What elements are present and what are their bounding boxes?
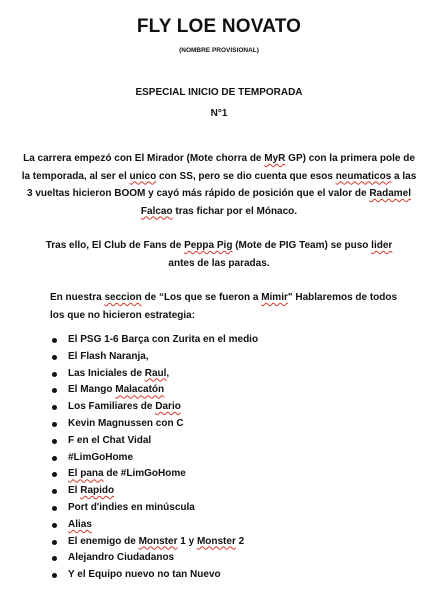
- list-item: [52, 332, 438, 349]
- text-run: El enemigo de: [68, 535, 139, 547]
- text-run: Y el Equipo nuevo no tan Nuevo: [68, 569, 221, 581]
- spellcheck-word: Rapido: [80, 485, 115, 497]
- text-run: El: [68, 485, 81, 497]
- text-run: En nuestra: [50, 292, 105, 303]
- spellcheck-word: Malacatón: [115, 384, 165, 396]
- text-run: Alejandro Ciudadanos: [68, 552, 175, 564]
- spellcheck-word: Radamel Falcao: [140, 188, 411, 217]
- list-item: [52, 382, 438, 399]
- bullet-icon: [52, 338, 57, 343]
- issue-number: N°1: [210, 108, 228, 119]
- list-item: [52, 517, 438, 534]
- text-run: " Hablaremos de todos los que no hicieron estrategia:: [50, 292, 398, 321]
- spellcheck-word: neumaticos: [335, 170, 392, 182]
- text-run: F en el Chat Vidal: [68, 434, 152, 446]
- spellcheck-word: lider: [371, 240, 393, 251]
- text-run: 1 y: [177, 535, 197, 547]
- text-run: La carrera empezó con El Mirador (Mote chorra de: [23, 153, 265, 164]
- bullet-icon: [52, 388, 57, 393]
- bullet-icon: [52, 489, 57, 494]
- list-item: [52, 500, 438, 517]
- text-run: (Mote de PIG Team) se puso: [232, 240, 372, 251]
- bullet-icon: [52, 506, 57, 511]
- text-run: GP) con la primera pole de la temporada, al ser el: [21, 153, 415, 182]
- list-item: [52, 433, 438, 450]
- text-run: Los Familiares de: [68, 401, 156, 413]
- paragraph-race-start: [0, 150, 438, 220]
- paragraph-mimir-section: [0, 289, 438, 324]
- spellcheck-word: Monster: [196, 535, 236, 547]
- text-run: El Flash Naranja,: [68, 350, 149, 362]
- spellcheck-word: MyR: [264, 153, 286, 164]
- spellcheck-word: Peppa Pig: [184, 240, 233, 251]
- document-subtitle: (NOMBRE PROVISIONAL): [179, 47, 259, 54]
- text-run: tras fichar por el Mónaco.: [172, 205, 298, 217]
- list-item: [52, 399, 438, 416]
- text-run: El PSG 1-6 Barça con Zurita en el medio: [68, 334, 259, 345]
- text-run: Kevin Magnussen con C: [68, 417, 184, 429]
- spellcheck-word: Mimir: [261, 292, 288, 303]
- spellcheck-word: Dario: [155, 401, 181, 413]
- bullet-icon: [52, 422, 57, 427]
- bullet-icon: [52, 372, 57, 377]
- spellcheck-word: Monster: [138, 535, 178, 547]
- text-run: Las Iniciales de: [68, 367, 145, 379]
- spellcheck-word: El pana: [68, 468, 104, 480]
- list-item: [52, 349, 438, 366]
- bullet-icon: [52, 405, 57, 410]
- list-item: [52, 466, 438, 483]
- text-run: ,: [166, 367, 170, 379]
- bullet-icon: [52, 556, 57, 561]
- text-run: de #LimGoHome: [103, 468, 186, 480]
- bullet-icon: [52, 439, 57, 444]
- text-run: Tras ello, El Club de Fans de: [45, 240, 185, 251]
- list-item: [52, 483, 438, 500]
- text-run: El Mango: [68, 384, 116, 396]
- list-item: [52, 534, 438, 551]
- text-run: de “Los que se fueron a: [141, 292, 262, 303]
- bullet-icon: [52, 523, 57, 528]
- text-run: a las 3 vueltas hicieron BOOM y cayó más rápido de posición que el valor de: [26, 170, 417, 199]
- spellcheck-word: Alias: [68, 518, 92, 530]
- team-list: [0, 332, 438, 584]
- bullet-icon: [52, 456, 57, 461]
- spellcheck-word: seccion: [104, 292, 142, 303]
- spellcheck-word: unico: [129, 170, 157, 182]
- list-item: [52, 550, 438, 567]
- bullet-icon: [52, 540, 57, 545]
- list-item: [52, 450, 438, 467]
- list-item: [52, 416, 438, 433]
- text-run: #LimGoHome: [68, 451, 134, 463]
- bullet-icon: [52, 573, 57, 578]
- list-item: [52, 366, 438, 383]
- text-run: antes de las paradas.: [168, 257, 270, 269]
- section-heading: ESPECIAL INICIO DE TEMPORADA: [135, 87, 303, 98]
- document-title: FLY LOE NOVATO: [136, 16, 302, 37]
- list-item: [52, 567, 438, 584]
- spellcheck-word: Raul: [144, 367, 167, 379]
- text-run: 2: [235, 535, 245, 547]
- bullet-icon: [52, 355, 57, 360]
- bullet-icon: [52, 472, 57, 477]
- text-run: Port d'indies en minúscula: [68, 501, 195, 513]
- paragraph-leader: [0, 237, 438, 272]
- text-run: con SS, pero se dio cuenta que esos: [156, 170, 336, 182]
